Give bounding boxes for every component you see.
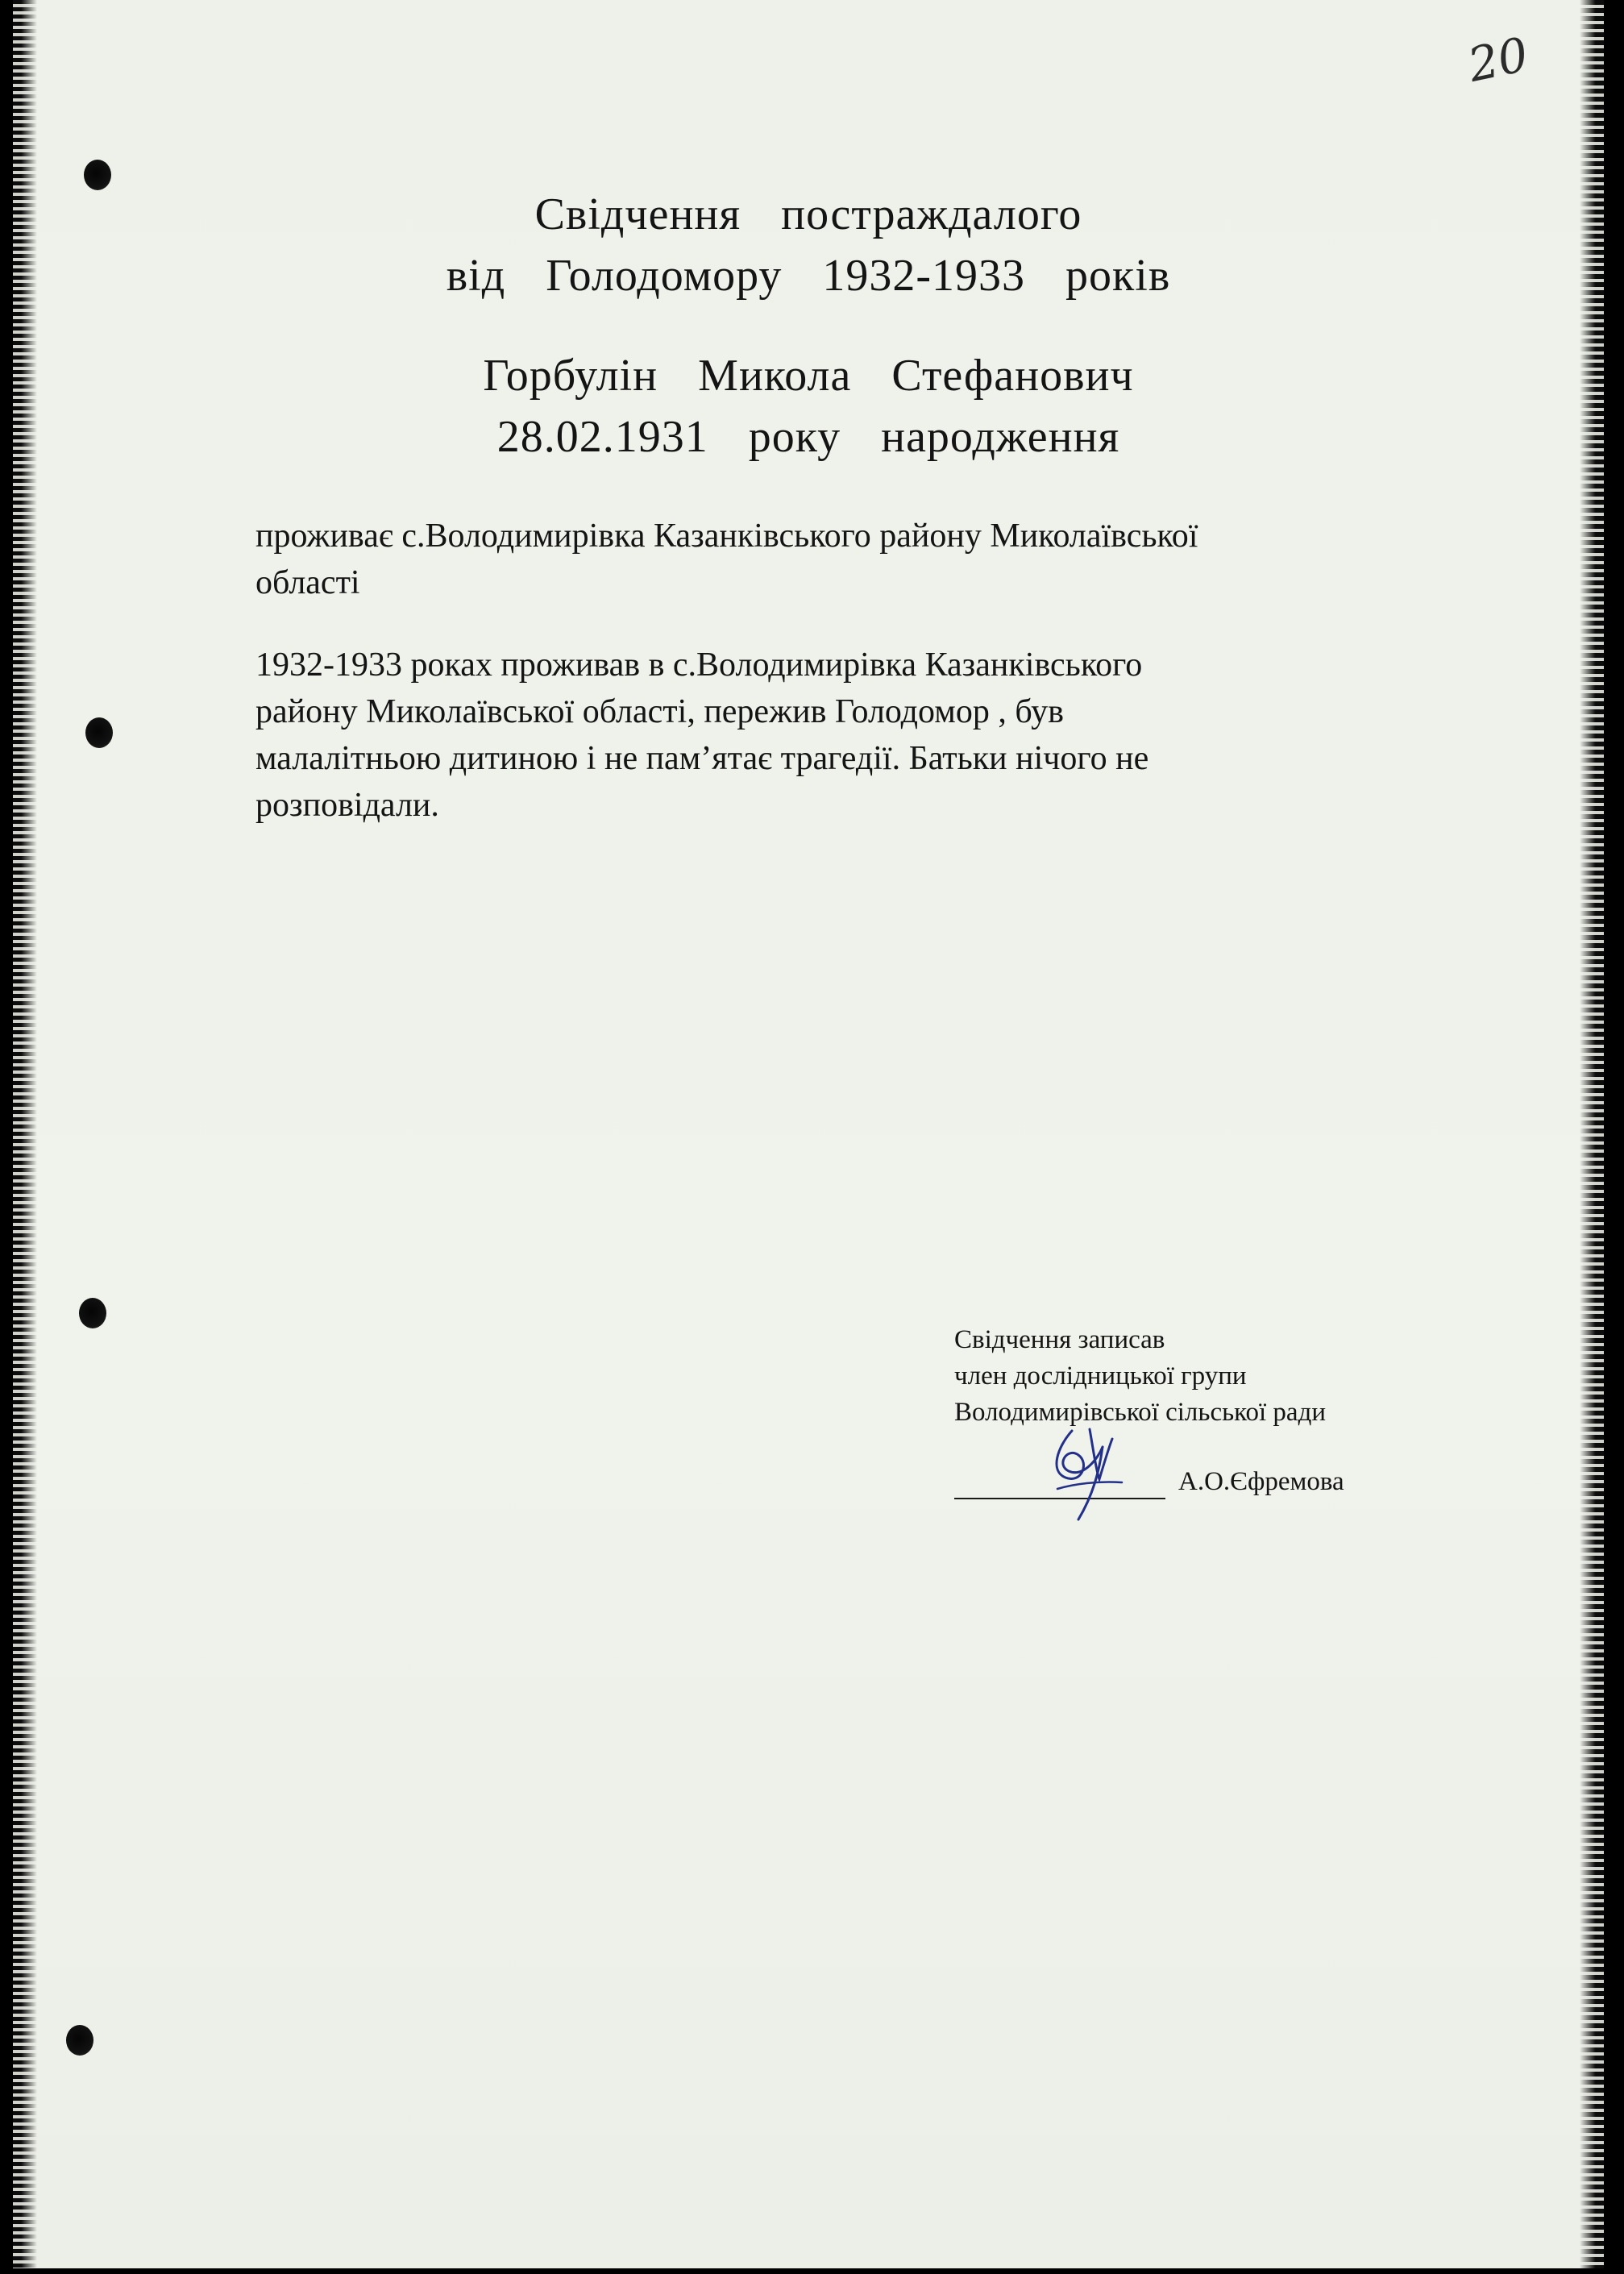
- residence-paragraph: [255, 513, 1400, 606]
- signer-name: А.О.Єфремова: [1178, 1467, 1344, 1496]
- testimony-line-3: малалітньою дитиною і не пам’ятає трагедії. Батьки нічого не: [255, 740, 1149, 777]
- recorder-line-2: член дослідницької групи: [954, 1361, 1247, 1391]
- title-line-1: Свідчення постраждалого: [534, 189, 1082, 239]
- person-birth-date: 28.02.1931 року народження: [496, 412, 1120, 462]
- residence-line-1: проживає с.Володимирівка Казанківського району Миколаївської: [255, 518, 1198, 555]
- document-title: [18, 184, 1599, 306]
- document-page: [18, 0, 1599, 2268]
- residence-line-2: області: [255, 564, 360, 601]
- testimony-line-4: розповідали.: [255, 787, 439, 824]
- scan-edge-left: [13, 0, 37, 2268]
- person-name: Горбулін Микола Стефанович: [483, 351, 1134, 401]
- punch-hole: [79, 1298, 106, 1328]
- recorder-line-1: Свідчення записав: [954, 1325, 1165, 1354]
- handwritten-signature: [1025, 1415, 1138, 1528]
- handwritten-page-number: 20: [1463, 27, 1534, 93]
- recorder-line-3: Володимирівської сільської ради: [954, 1398, 1327, 1427]
- recorder-block: [954, 1322, 1406, 1431]
- signature-line: [954, 1467, 1406, 1507]
- person-heading: [18, 345, 1599, 468]
- punch-hole: [66, 2025, 93, 2056]
- scan-edge-right: [1580, 0, 1604, 2268]
- title-line-2: від Голодомору 1932-1933 років: [446, 251, 1171, 301]
- testimony-line-2: району Миколаївської області, пережив Голодомор , був: [255, 693, 1064, 730]
- punch-hole: [85, 717, 113, 748]
- testimony-paragraph: [255, 642, 1400, 829]
- testimony-line-1: 1932-1933 роках проживав в с.Володимирівка Казанківського: [255, 646, 1143, 684]
